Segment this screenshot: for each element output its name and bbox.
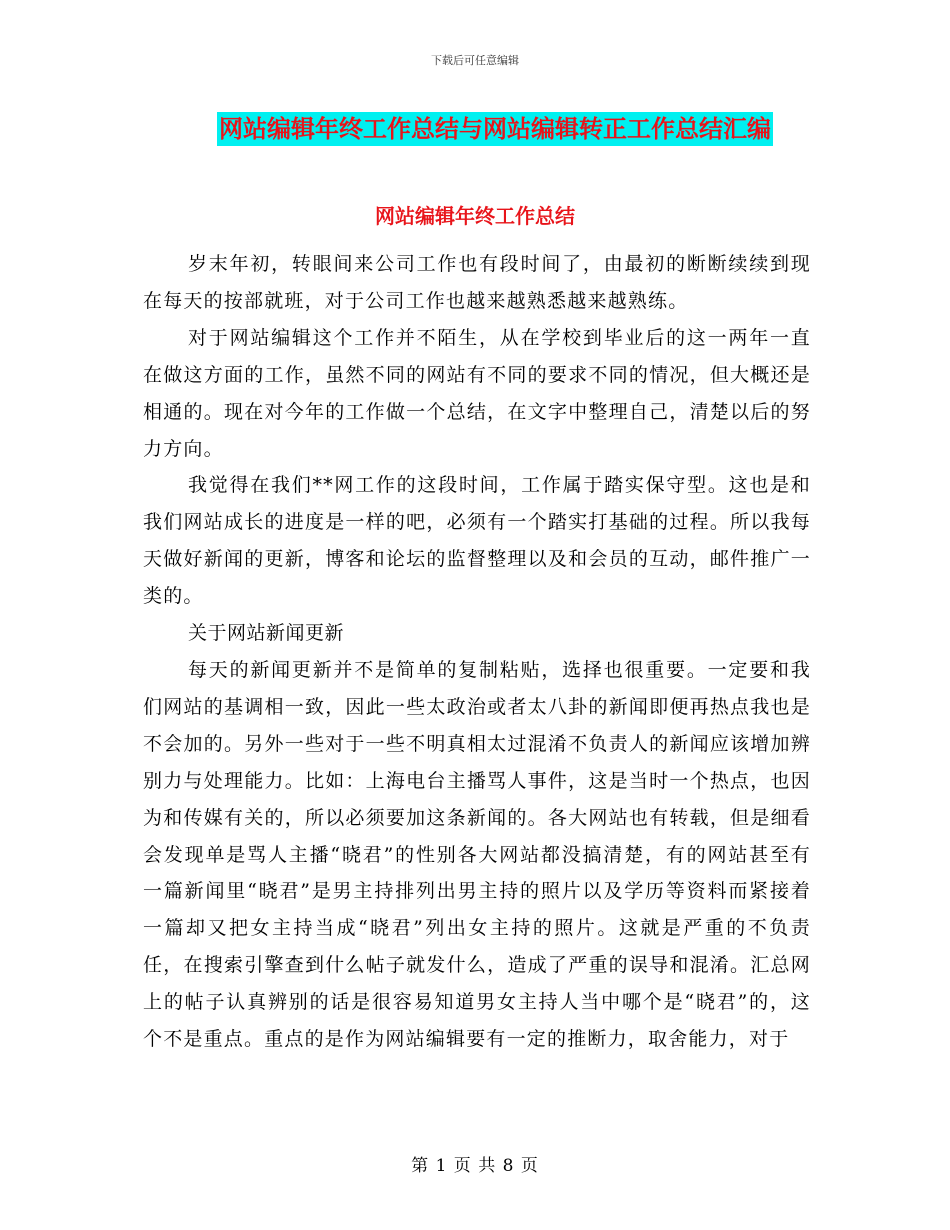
document-body: [143, 246, 811, 1058]
subheading: 关于网站新闻更新: [188, 622, 345, 645]
page-number-footer: 第 1 页 共 8 页: [411, 1156, 539, 1176]
section-title: 网站编辑年终工作总结: [375, 204, 575, 228]
document-title: [0, 112, 950, 149]
document-title-text: 网站编辑年终工作总结与网站编辑转正工作总结汇编: [217, 112, 773, 146]
paragraph: 我觉得在我们**网工作的这段时间，工作属于踏实保守型。这也是和我们网站成长的进度是一样的吧，必须有一个踏实打基础的过程。所以我每天做好新闻的更新，博客和论坛的监督整理以及和会员的互动，邮件推广一类的。: [143, 474, 811, 608]
page-header-note: 下载后可任意编辑: [431, 54, 519, 67]
paragraph: 岁末年初，转眼间来公司工作也有段时间了，由最初的断断续续到现在每天的按部就班，对于公司工作也越来越熟悉越来越熟练。: [143, 253, 811, 312]
paragraph: 每天的新闻更新并不是简单的复制粘贴，选择也很重要。一定要和我们网站的基调相一致，因此一些太政治或者太八卦的新闻即便再热点我也是不会加的。另外一些对于一些不明真相太过混淆不负责人的新闻应该增加辨别力与处理能力。比如：上海电台主播骂人事件，这是当时一个热点，也因为和传媒有关的，所以必须要加这条新闻的。各大网站也有转载，但是细看会发现单是骂人主播“晓君”的性别各大网站都没搞清楚，有的网站甚至有一篇新闻里“晓君”是男主持排列出男主持的照片以及学历等资料而紧接着一篇却又把女主持当成“晓君”列出女主持的照片。这就是严重的不负责任，在搜索引擎查到什么帖子就发什么，造成了严重的误导和混淆。汇总网上的帖子认真辨别的话是很容易知道男女主持人当中哪个是“晓君”的，这个不是重点。重点的是作为网站编辑要有一定的推断力，取舍能力，对于: [143, 658, 811, 1051]
paragraph: 对于网站编辑这个工作并不陌生，从在学校到毕业后的这一两年一直在做这方面的工作，虽然不同的网站有不同的要求不同的情况，但大概还是相通的。现在对今年的工作做一个总结，在文字中整理自己，清楚以后的努力方向。: [143, 326, 811, 460]
